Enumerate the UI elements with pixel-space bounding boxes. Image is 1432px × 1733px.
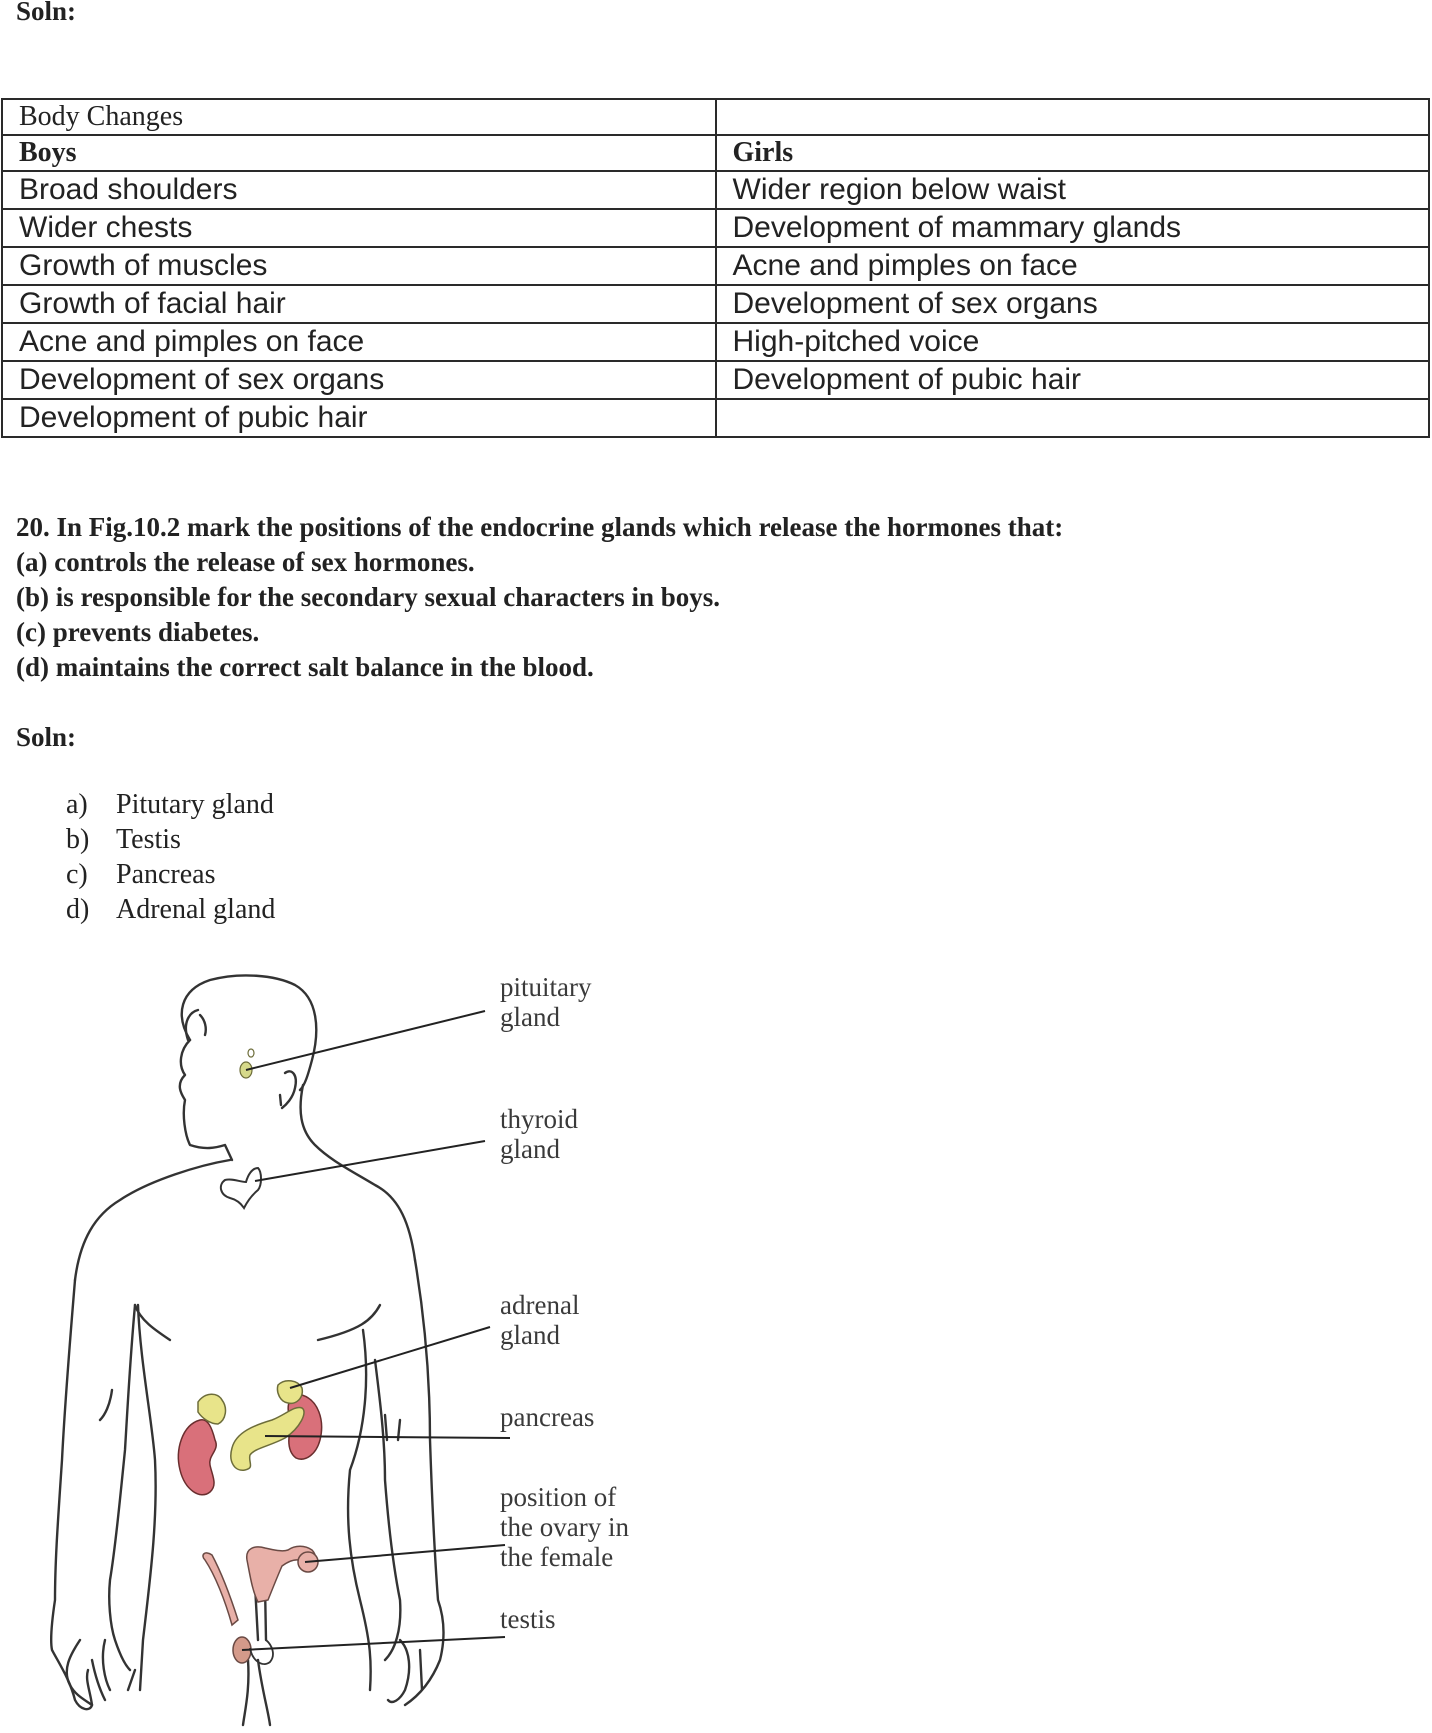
table-row — [2, 247, 1429, 285]
label-ovary-position — [500, 1482, 629, 1572]
table-cell-girls: Development of mammary glands — [716, 209, 1430, 247]
table-cell-boys: Growth of muscles — [2, 247, 716, 285]
label-line: gland — [500, 1002, 560, 1032]
table-header-row — [2, 135, 1429, 171]
body-changes-table — [1, 98, 1430, 438]
table-cell-girls — [716, 399, 1430, 437]
rib-left — [100, 1390, 112, 1420]
table-cell-girls: Acne and pimples on face — [716, 247, 1430, 285]
label-line: gland — [500, 1320, 560, 1350]
face-outline — [180, 1040, 232, 1160]
left-arm-inner — [103, 1305, 135, 1690]
label-adrenal-gland — [500, 1290, 579, 1350]
list-marker: d) — [66, 894, 90, 925]
leader-line-thyroid — [255, 1141, 485, 1181]
table-row — [2, 285, 1429, 323]
label-pancreas — [500, 1402, 594, 1432]
label-line: adrenal — [500, 1290, 580, 1320]
label-line: thyroid — [500, 1104, 578, 1134]
table-title-empty-cell — [716, 99, 1430, 135]
torso-right — [348, 1330, 371, 1690]
neck-back — [301, 1085, 415, 1260]
table-cell-girls: Development of pubic hair — [716, 361, 1430, 399]
question-block — [16, 510, 1063, 685]
table-cell-boys: Development of sex organs — [2, 361, 716, 399]
table-title: Body Changes — [2, 99, 716, 135]
leg-lines — [243, 1660, 270, 1725]
list-item-text: Pitutary gland — [116, 789, 274, 820]
solution-heading: Soln: — [16, 722, 77, 752]
scrotum-outline — [250, 1640, 273, 1664]
pituitary-gland-top — [248, 1049, 254, 1057]
question-part-a: (a) controls the release of sex hormones. — [16, 547, 475, 577]
label-thyroid-gland — [500, 1104, 578, 1164]
table-row — [2, 171, 1429, 209]
table-row — [2, 323, 1429, 361]
table-row — [2, 209, 1429, 247]
leader-line-adrenal — [290, 1327, 490, 1388]
column-header-girls: Girls — [716, 135, 1430, 171]
ear-outline — [280, 1071, 296, 1108]
answer-list — [66, 787, 275, 927]
shoulder-left — [75, 1160, 230, 1280]
table-title-row — [2, 99, 1429, 135]
label-line: position of — [500, 1482, 617, 1512]
question-part-b: (b) is responsible for the secondary sexual characters in boys. — [16, 582, 720, 612]
table-row — [2, 399, 1429, 437]
label-line: testis — [500, 1604, 556, 1634]
thyroid-gland — [221, 1168, 261, 1208]
label-line: the ovary in — [500, 1512, 629, 1542]
label-pituitary-gland — [500, 972, 591, 1032]
label-line: gland — [500, 1134, 560, 1164]
table-cell-girls: Wider region below waist — [716, 171, 1430, 209]
hair-strand — [186, 1010, 206, 1040]
list-marker: c) — [66, 859, 88, 890]
table-cell-girls: Development of sex organs — [716, 285, 1430, 323]
table-cell-girls: High-pitched voice — [716, 323, 1430, 361]
list-item-text: Testis — [116, 824, 181, 855]
table-cell-boys: Broad shoulders — [2, 171, 716, 209]
endocrine-glands-figure — [0, 960, 720, 1733]
table-cell-boys: Acne and pimples on face — [2, 323, 716, 361]
label-line: pancreas — [500, 1402, 595, 1432]
left-arm-outer — [51, 1280, 92, 1709]
list-item — [66, 822, 275, 857]
vas-deferens — [203, 1553, 238, 1625]
question-part-d: (d) maintains the correct salt balance in the blood. — [16, 652, 594, 682]
leader-line-pituitary — [246, 1011, 485, 1070]
table-cell-boys: Development of pubic hair — [2, 399, 716, 437]
label-line: pituitary — [500, 972, 592, 1002]
right-arm-outer — [405, 1260, 444, 1705]
table-cell-boys: Wider chests — [2, 209, 716, 247]
list-marker: a) — [66, 789, 88, 820]
torso-left — [138, 1305, 156, 1690]
list-item — [66, 892, 275, 927]
leader-line-testis — [242, 1637, 505, 1650]
body-outline-diagram — [0, 960, 720, 1733]
leader-line-ovary — [305, 1545, 505, 1562]
list-marker: b) — [66, 824, 90, 855]
question-part-c: (c) prevents diabetes. — [16, 617, 260, 647]
column-header-boys: Boys — [2, 135, 716, 171]
label-line: the female — [500, 1542, 614, 1572]
question-stem: 20. In Fig.10.2 mark the positions of the endocrine glands which release the hormones that: — [16, 512, 1064, 542]
torso-right-2 — [375, 1360, 400, 1660]
chest-right — [318, 1305, 380, 1340]
list-item-text: Pancreas — [116, 859, 216, 890]
kidney-left — [178, 1420, 216, 1495]
list-item — [66, 787, 275, 822]
list-item-text: Adrenal gland — [116, 894, 276, 925]
table-cell-boys: Growth of facial hair — [2, 285, 716, 323]
table-row — [2, 361, 1429, 399]
adrenal-gland-right — [277, 1381, 302, 1404]
list-item — [66, 857, 275, 892]
solution-heading: Soln: — [16, 0, 77, 26]
label-testis — [500, 1604, 556, 1634]
